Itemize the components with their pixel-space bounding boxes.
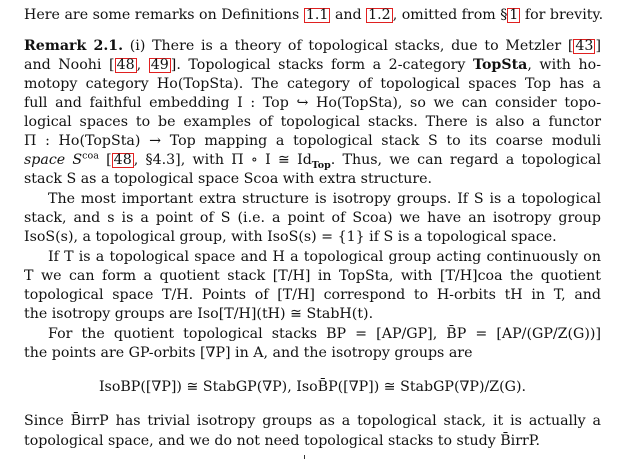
ref-48b[interactable]: 48 (113, 152, 132, 168)
remark-line-8: stack S as a topological space Scoa with extra structure. (24, 171, 433, 187)
remark-line-4: full and faithful embedding I : Top ↪ Ho(TopSta), so we can consider topo- (24, 95, 601, 111)
ref-def-1-2[interactable]: 1.2 (368, 7, 391, 23)
remark-line-3: motopy category Ho(TopSta). The category of topological spaces Top has a (24, 76, 601, 92)
ref-section-1[interactable]: 1 (509, 7, 519, 23)
remark-line-6: Π : Ho(TopSta) → Top mapping a topological stack S to its coarse moduli (24, 133, 601, 149)
remark-line-17: the points are GP-orbits [∇P] in A, and the isotropy groups are (24, 345, 473, 361)
remark-line-12: If T is a topological space and H a topological group acting continuously on (48, 249, 601, 265)
ref-43[interactable]: 43 (575, 38, 594, 54)
remark-line-7: space $S^{coa}$ [ 48 , §4.3], with Π ∘ I ≅ $Id_{Top}$. Thus, we can regard a topological (24, 150, 601, 171)
remark-line-15: the isotropy groups are Iso[T/H](tH) ≅ StabH(t). (24, 306, 374, 322)
remark-line-5: logical spaces to be examples of topological stacks. There is also a functor (24, 114, 601, 130)
ref-def-1-1[interactable]: 1.1 (305, 7, 329, 23)
remark-line-2: and Noohi [ 48 , 49 ]. Topological stacks form a 2-category TopSta, with ho- (24, 57, 601, 73)
intro-line: Here are some remarks on Definitions 1.1 and 1.2 , omitted from § 1 for brevity. (24, 7, 604, 23)
page-mark (304, 455, 305, 459)
remark-line-14: topological space T/H. Points of [T/H] correspond to H-orbits tH in T, and (24, 287, 601, 303)
remark-line-13: T we can form a quotient stack [T/H] in TopSta, with [T/H]coa the quotient (24, 268, 601, 284)
remark-line-18: Since B̄irrP has trivial isotropy groups as a topological stack, it is actually a (24, 413, 601, 429)
remark-line-10: stack, and s is a point of S (i.e. a point of Scoa) we have an isotropy group (24, 210, 601, 226)
remark-line-1: Remark 2.1. (i) There is a theory of topological stacks, due to Metzler [ 43 ] (24, 38, 601, 54)
ref-49[interactable]: 49 (150, 57, 169, 73)
display-equation: IsoBP([∇P]) ≅ StabGP(∇P), IsoB̄P([∇P]) ≅ StabGP(∇P)/Z(G). (98, 379, 527, 395)
remark-line-9: The most important extra structure is isotropy groups. If S is a topological (48, 191, 601, 207)
remark-line-11: IsoS(s), a topological group, with IsoS(s) = {1} if S is a topological space. (24, 229, 557, 245)
ref-48[interactable]: 48 (116, 57, 135, 73)
remark-line-19: topological space, and we do not need topological stacks to study B̄irrP. (24, 433, 540, 449)
remark-line-16: For the quotient topological stacks BP = [AP/GP], B̄P = [AP/(GP/Z(G))] (48, 326, 601, 342)
remark-label: Remark 2.1. (24, 38, 124, 54)
